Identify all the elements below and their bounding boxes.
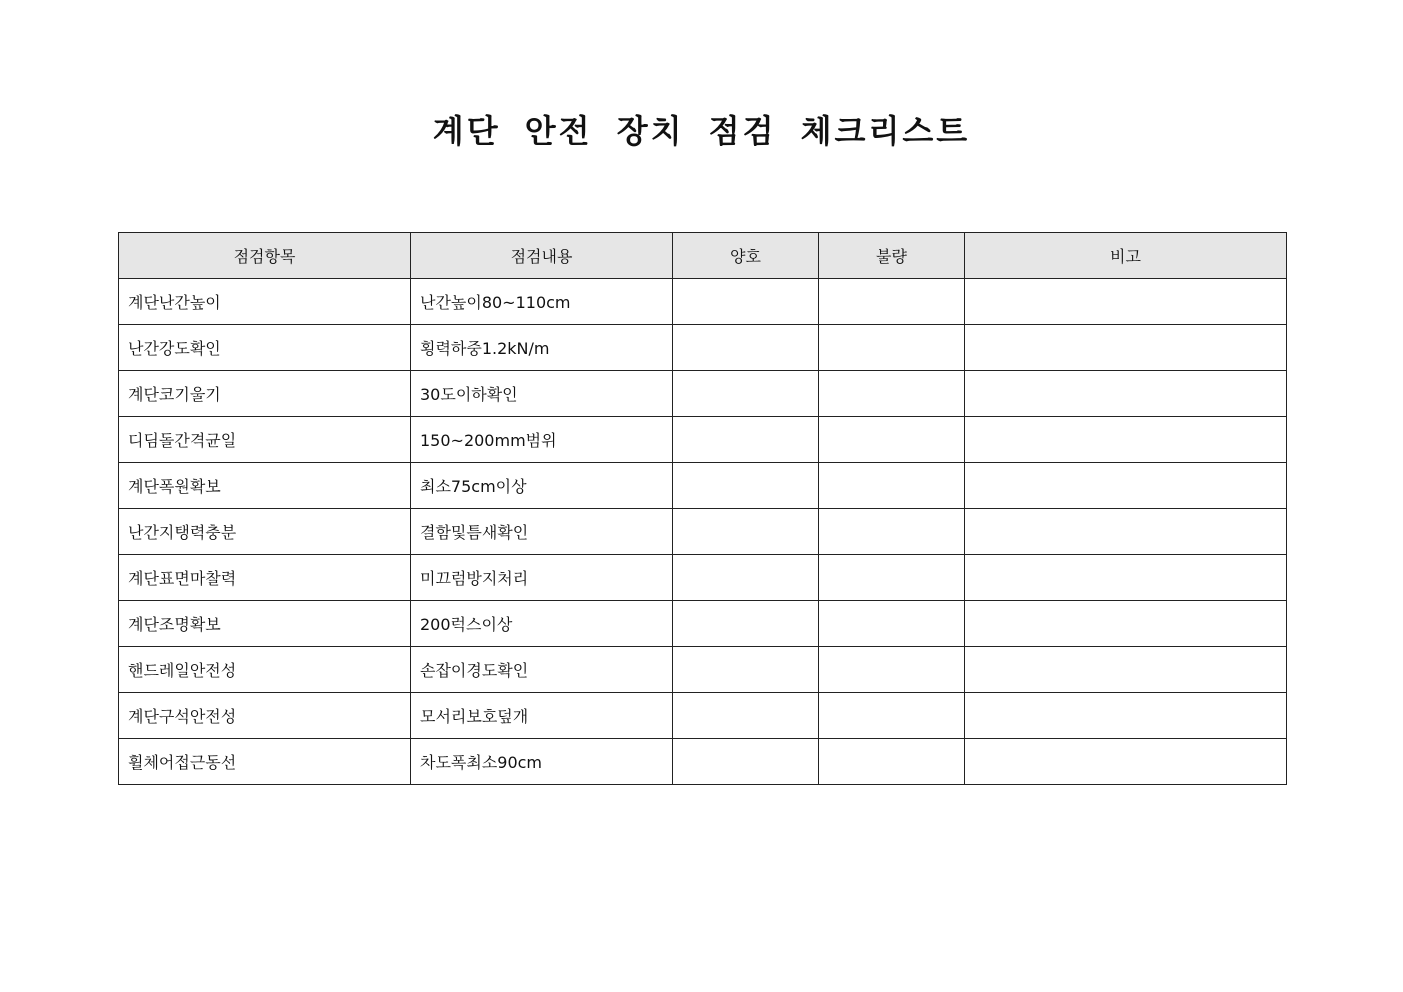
header-inspection-content: 점검내용 [411,233,673,279]
cell-good[interactable] [673,509,819,555]
cell-item: 계단코기울기 [119,371,411,417]
cell-item: 디딤돌간격균일 [119,417,411,463]
cell-note[interactable] [965,693,1287,739]
cell-bad[interactable] [819,555,965,601]
header-remarks: 비고 [965,233,1287,279]
cell-bad[interactable] [819,509,965,555]
header-bad: 불량 [819,233,965,279]
cell-item: 난간강도확인 [119,325,411,371]
table-row [119,647,1287,693]
cell-item: 핸드레일안전성 [119,647,411,693]
cell-content: 결함및틈새확인 [411,509,673,555]
cell-note[interactable] [965,417,1287,463]
cell-bad[interactable] [819,463,965,509]
checklist-table [118,232,1287,785]
cell-bad[interactable] [819,739,965,785]
cell-item: 휠체어접근동선 [119,739,411,785]
table-row [119,509,1287,555]
cell-bad[interactable] [819,325,965,371]
cell-item: 계단폭원확보 [119,463,411,509]
cell-good[interactable] [673,417,819,463]
cell-content: 미끄럼방지처리 [411,555,673,601]
cell-note[interactable] [965,601,1287,647]
cell-note[interactable] [965,647,1287,693]
table-row [119,463,1287,509]
table-row [119,417,1287,463]
cell-note[interactable] [965,325,1287,371]
cell-content: 최소75cm이상 [411,463,673,509]
table-row [119,371,1287,417]
cell-item: 계단조명확보 [119,601,411,647]
cell-good[interactable] [673,325,819,371]
table-row [119,325,1287,371]
table-row [119,739,1287,785]
cell-item: 계단구석안전성 [119,693,411,739]
cell-content: 모서리보호덮개 [411,693,673,739]
cell-note[interactable] [965,555,1287,601]
cell-good[interactable] [673,279,819,325]
cell-bad[interactable] [819,647,965,693]
table-row [119,601,1287,647]
cell-good[interactable] [673,601,819,647]
cell-good[interactable] [673,693,819,739]
cell-item: 계단표면마찰력 [119,555,411,601]
cell-bad[interactable] [819,601,965,647]
cell-item: 계단난간높이 [119,279,411,325]
cell-note[interactable] [965,371,1287,417]
cell-content: 난간높이80~110cm [411,279,673,325]
cell-note[interactable] [965,739,1287,785]
cell-content: 횡력하중1.2kN/m [411,325,673,371]
cell-bad[interactable] [819,371,965,417]
header-row [119,233,1287,279]
cell-item: 난간지탱력충분 [119,509,411,555]
cell-good[interactable] [673,463,819,509]
cell-good[interactable] [673,555,819,601]
cell-note[interactable] [965,463,1287,509]
cell-content: 30도이하확인 [411,371,673,417]
cell-bad[interactable] [819,279,965,325]
cell-note[interactable] [965,509,1287,555]
cell-bad[interactable] [819,693,965,739]
cell-bad[interactable] [819,417,965,463]
header-good: 양호 [673,233,819,279]
cell-content: 200럭스이상 [411,601,673,647]
cell-note[interactable] [965,279,1287,325]
cell-content: 150~200mm범위 [411,417,673,463]
cell-content: 차도폭최소90cm [411,739,673,785]
table-row [119,693,1287,739]
cell-content: 손잡이경도확인 [411,647,673,693]
table-row [119,279,1287,325]
cell-good[interactable] [673,371,819,417]
page-title: 계단 안전 장치 점검 체크리스트 [432,112,971,150]
cell-good[interactable] [673,739,819,785]
table-row [119,555,1287,601]
header-inspection-item: 점검항목 [119,233,411,279]
cell-good[interactable] [673,647,819,693]
